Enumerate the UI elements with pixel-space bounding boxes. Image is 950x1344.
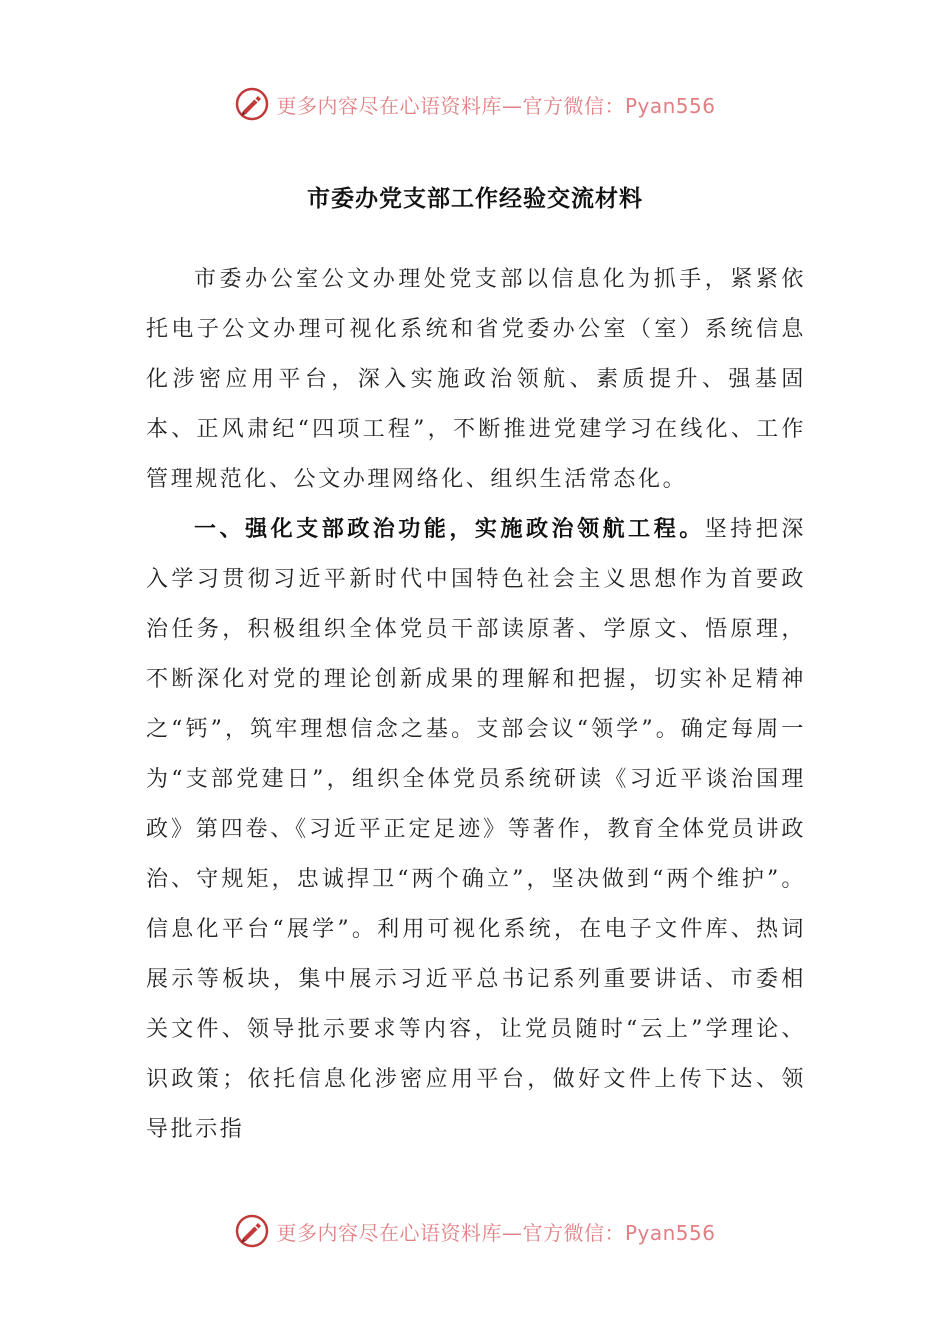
watermark-text: 更多内容尽在心语资料库—官方微信：Pyan556 [276, 1220, 716, 1245]
pen-logo-icon [234, 1213, 270, 1249]
header-watermark-banner [0, 84, 950, 124]
section-1-paragraph [146, 505, 806, 1155]
intro-paragraph: 市委办公室公文办理处党支部以信息化为抓手，紧紧依托电子公文办理可视化系统和省党委办公室（室）系统信息化涉密应用平台，深入实施政治领航、素质提升、强基固本、正风肃纪“四项工程”，不断推进党建学习在线化、工作管理规范化、公文办理网络化、组织生活常态化。 [146, 267, 806, 492]
footer-watermark-banner [0, 1211, 950, 1251]
section-1-heading: 一、强化支部政治功能，实施政治领航工程。 [194, 517, 705, 542]
watermark-text: 更多内容尽在心语资料库—官方微信：Pyan556 [276, 93, 716, 118]
document-body [146, 255, 806, 1155]
section-1-body: 坚持把深入学习贯彻习近平新时代中国特色社会主义思想作为首要政治任务，积极组织全体党员干部读原著、学原文、悟原理，不断深化对党的理论创新成果的理解和把握，切实补足精神之“钙”，筑牢理想信念之基。支部会议“领学”。确定每周一为“支部党建日”，组织全体党员系统研读《习近平谈治国理政》第四卷、《习近平正定足迹》等著作，教育全体党员讲政治、守规矩，忠诚捍卫“两个确立”，坚决做到“两个维护”。信息化平台“展学”。利用可视化系统，在电子文件库、热词展示等板块，集中展示习近平总书记系列重要讲话、市委相关文件、领导批示要求等内容，让党员随时“云上”学理论、识政策；依托信息化涉密应用平台，做好文件上传下达、领导批示指 [146, 517, 806, 1142]
pen-logo-icon [234, 86, 270, 122]
document-title: 市委办党支部工作经验交流材料 [307, 186, 643, 212]
